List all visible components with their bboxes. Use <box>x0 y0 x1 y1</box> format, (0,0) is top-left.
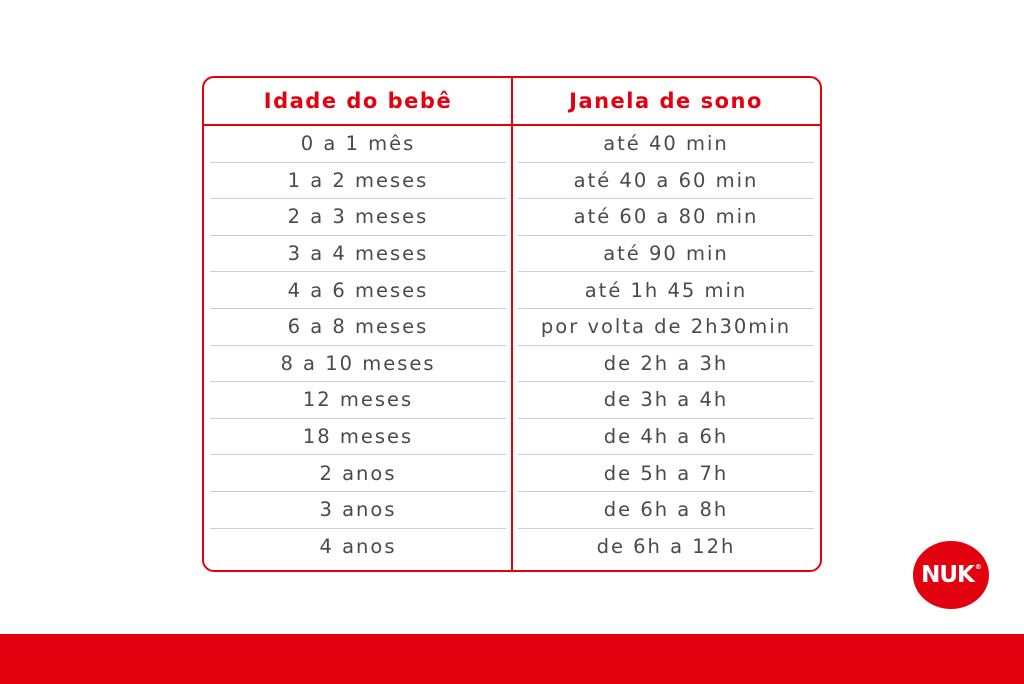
table-row <box>204 346 820 383</box>
sleep-window-cell: de 5h a 7h <box>518 455 814 492</box>
sleep-window-cell: até 90 min <box>518 236 814 273</box>
age-cell: 2 anos <box>210 455 506 492</box>
sleep-window-cell: de 6h a 12h <box>596 535 736 559</box>
footer-bar <box>0 634 1024 684</box>
table-row <box>204 455 820 492</box>
sleep-window-cell: até 60 a 80 min <box>518 199 814 236</box>
age-cell: 0 a 1 mês <box>210 126 506 163</box>
age-cell: 1 a 2 meses <box>210 163 506 200</box>
sleep-window-cell: de 3h a 4h <box>518 382 814 419</box>
age-cell: 18 meses <box>210 419 506 456</box>
table-row <box>204 236 820 273</box>
table-row <box>204 492 820 529</box>
table-body <box>204 126 820 570</box>
age-cell: 4 a 6 meses <box>210 272 506 309</box>
table-row <box>204 529 820 566</box>
table-row <box>204 199 820 236</box>
age-cell: 12 meses <box>210 382 506 419</box>
table-row <box>204 382 820 419</box>
header-sleep-window: Janela de sono <box>569 89 763 113</box>
table-row <box>204 309 820 346</box>
sleep-window-cell: até 40 min <box>518 126 814 163</box>
age-cell: 6 a 8 meses <box>210 309 506 346</box>
logo-text: NUK <box>921 562 974 588</box>
table-header-row <box>204 78 820 126</box>
header-age: Idade do bebê <box>263 89 453 113</box>
table-row <box>204 419 820 456</box>
sleep-window-cell: até 40 a 60 min <box>518 163 814 200</box>
sleep-window-cell: por volta de 2h30min <box>518 309 814 346</box>
sleep-window-cell: de 2h a 3h <box>518 346 814 383</box>
sleep-window-table <box>202 76 822 572</box>
sleep-window-cell: de 6h a 8h <box>518 492 814 529</box>
age-cell: 2 a 3 meses <box>210 199 506 236</box>
sleep-window-cell: até 1h 45 min <box>518 272 814 309</box>
table-row <box>204 272 820 309</box>
registered-mark: ® <box>974 563 981 571</box>
sleep-window-cell: de 4h a 6h <box>518 419 814 456</box>
nuk-logo <box>913 541 989 609</box>
age-cell: 8 a 10 meses <box>210 346 506 383</box>
table-row <box>204 126 820 163</box>
age-cell: 4 anos <box>319 535 397 559</box>
age-cell: 3 a 4 meses <box>210 236 506 273</box>
age-cell: 3 anos <box>210 492 506 529</box>
table-row <box>204 163 820 200</box>
